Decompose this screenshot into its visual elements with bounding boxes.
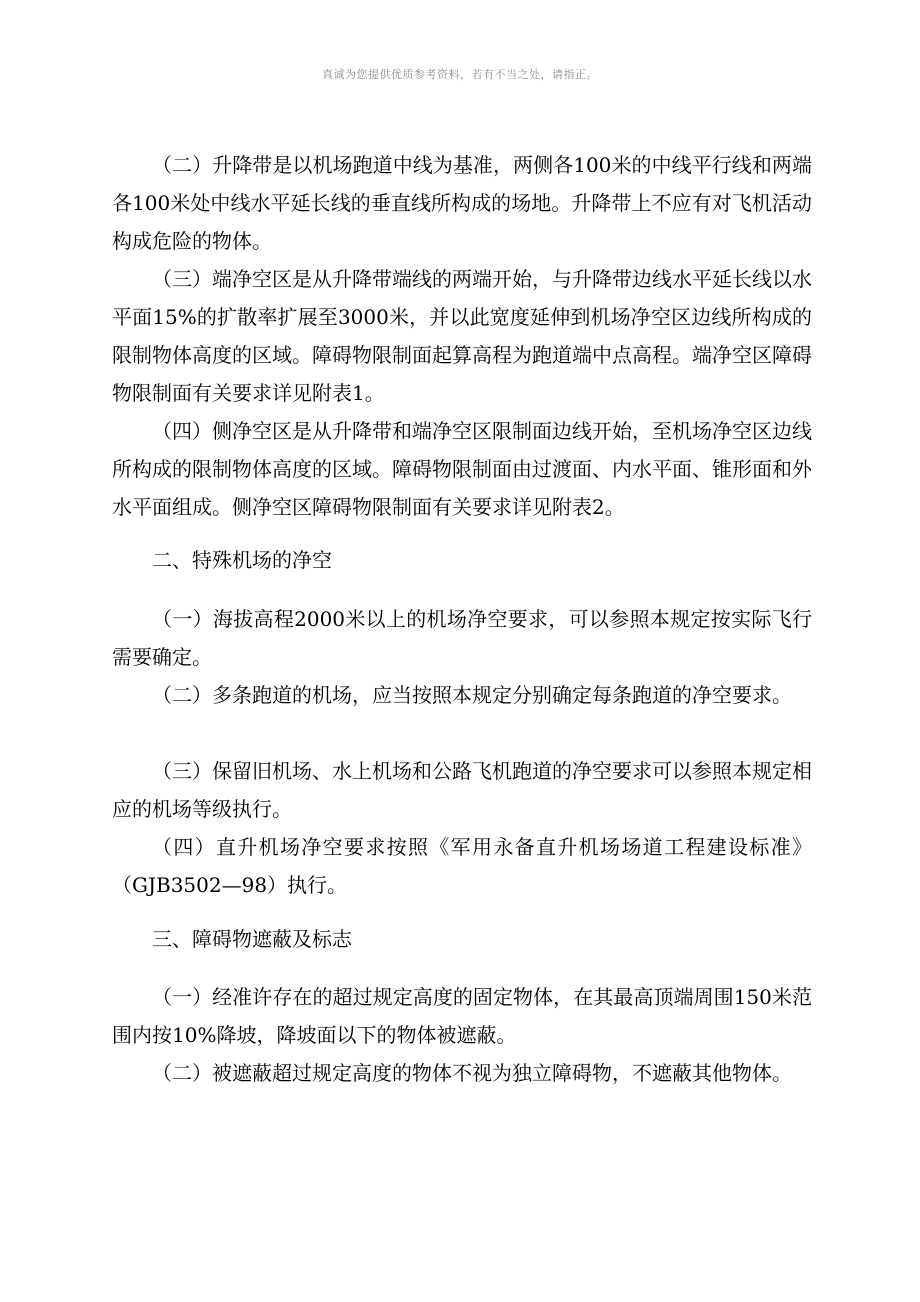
paragraph-old-airports: （三）保留旧机场、水上机场和公路飞机跑道的净空要求可以参照本规定相应的机场等级执行。 (112, 759, 812, 821)
page-header-note: 真诚为您提供优质参考资料，若有不当之处，请指正。 (322, 68, 598, 81)
paragraph-shielded-objects: （二）被遮蔽超过规定高度的物体不视为独立障碍物，不遮蔽其他物体。 (152, 1061, 792, 1085)
section-heading-obstacle-shielding: 三、障碍物遮蔽及标志 (152, 927, 352, 951)
paragraph-heliports: （四）直升机场净空要求按照《军用永备直升机场场道工程建设标准》（GJB3502—98）执行。 (112, 835, 812, 897)
paragraph-runway-strip: （二）升降带是以机场跑道中线为基准，两侧各100米的中线平行线和两端各100米处中线水平延长线的垂直线所构成的场地。升降带上不应有对飞机活动构成危险的物体。 (112, 153, 812, 253)
section-heading-special-airports: 二、特殊机场的净空 (152, 548, 332, 572)
paragraph-high-altitude: （一）海拔高程2000米以上的机场净空要求，可以参照本规定按实际飞行需要确定。 (112, 607, 812, 669)
paragraph-shielding-rule: （一）经准许存在的超过规定高度的固定物体，在其最高顶端周围150米范围内按10%降坡，降坡面以下的物体被遮蔽。 (112, 985, 812, 1047)
paragraph-side-clearance: （四）侧净空区是从升降带和端净空区限制面边线开始，至机场净空区边线所构成的限制物体高度的区域。障碍物限制面由过渡面、内水平面、锥形面和外水平面组成。侧净空区障碍物限制面有关要求详见附表2。 (112, 419, 812, 519)
paragraph-multiple-runways: （二）多条跑道的机场，应当按照本规定分别确定每条跑道的净空要求。 (152, 683, 792, 707)
paragraph-end-clearance: （三）端净空区是从升降带端线的两端开始，与升降带边线水平延长线以水平面15%的扩散率扩展至3000米，并以此宽度延伸到机场净空区边线所构成的限制物体高度的区域。障碍物限制面起算高程为跑道端中点高程。端净空区障碍物限制面有关要求详见附表1。 (112, 267, 812, 405)
